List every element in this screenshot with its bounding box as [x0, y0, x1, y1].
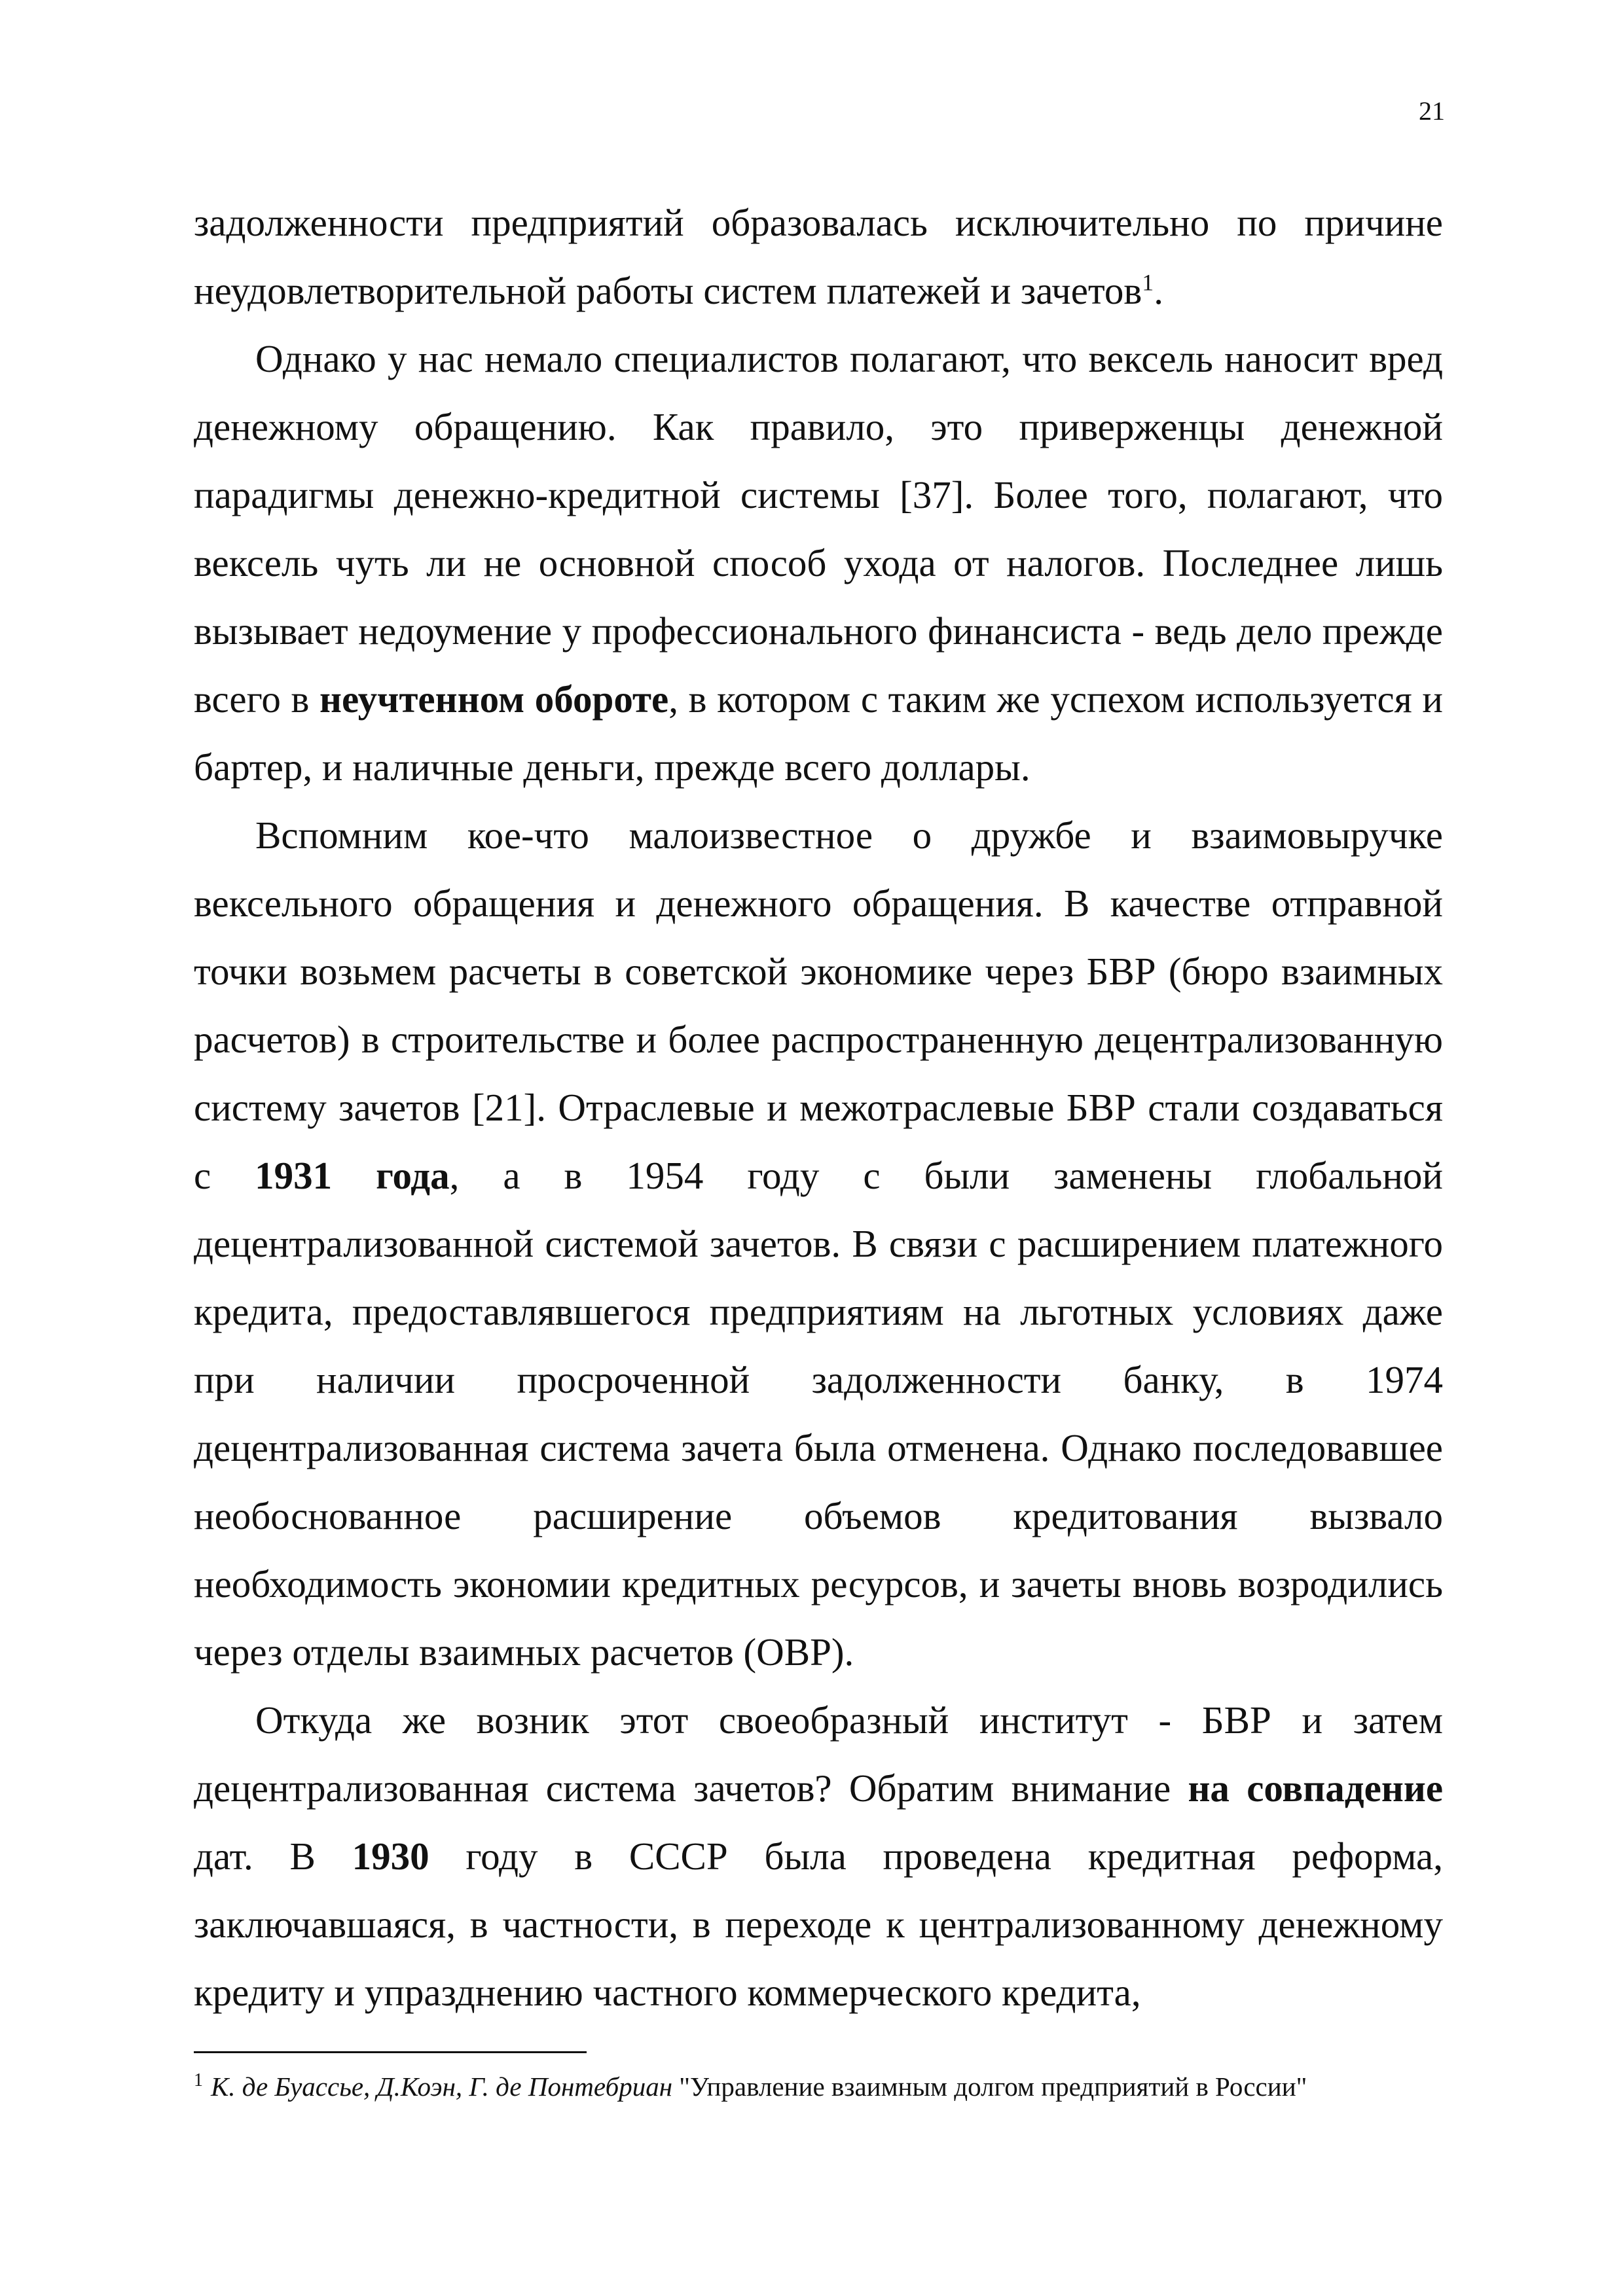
- text-span: дат. В: [194, 1835, 352, 1878]
- paragraph-2: [194, 325, 1443, 801]
- bold-term: неучтенном обороте: [319, 677, 669, 721]
- footnote-separator: [194, 2051, 587, 2053]
- text-span: задолженности предприятий образовалась исключительно по причине неудовлетворительной работы систем платежей и зачетов: [194, 201, 1443, 312]
- text-span: .: [1154, 269, 1164, 312]
- paragraph-4: [194, 1686, 1443, 2026]
- page-number: 21: [1419, 96, 1445, 126]
- bold-term: 1930: [352, 1835, 429, 1878]
- bold-term: 1931 года: [255, 1154, 450, 1197]
- paragraph-1: [194, 188, 1443, 325]
- footnote-authors: К. де Буассье, Д.Коэн, Г. де Понтебриан: [211, 2072, 673, 2102]
- text-span: , в котором с таким же успехом используется и бартер, и наличные деньги, прежде всего доллары.: [194, 677, 1443, 789]
- text-span: , а в 1954 году с были заменены глобальной децентрализованной системой зачетов. В связи с расширением платежного кредита, предоставлявшегося предприятиям на льготных условиях даже при наличии просроченной задолженности банку, в 1974 децентрализованная система зачета была отменена. Однако последовавшее необоснованное расширение объемов кредитования вызвало необходимость экономии кредитных ресурсов, и зачеты вновь возродились через отделы взаимных расчетов (ОВР).: [194, 1154, 1444, 1674]
- footnote-title: "Управление взаимным долгом предприятий в России": [679, 2072, 1307, 2102]
- text-span: году в СССР была проведена кредитная реформа, заключавшаяся, в частности, в переходе к централизованному денежному кредиту и упразднению частного коммерческого кредита,: [194, 1835, 1443, 2014]
- paragraph-3: [194, 801, 1443, 1686]
- footnote: [194, 2068, 1443, 2105]
- bold-term: на совпадение: [1188, 1767, 1444, 1810]
- text-span: Откуда же возник этот своеобразный институт - БВР и затем децентрализованная система зачетов? Обратим внимание: [194, 1698, 1443, 1810]
- footnote-marker: 1: [194, 2070, 203, 2091]
- text-span: Вспомним кое-что малоизвестное о дружбе и взаимовыручке вексельного обращения и денежного обращения. В качестве отправной точки возьмем расчеты в советской экономике через БВР (бюро взаимных расчетов) в строительстве и более распространенную децентрализованную систему зачетов [21]. Отраслевые и межотраслевые БВР стали создаваться с: [194, 814, 1443, 1197]
- body-text: [194, 188, 1443, 2026]
- text-span: Однако у нас немало специалистов полагают, что вексель наносит вред денежному обращению. Как правило, это приверженцы денежной парадигмы денежно-кредитной системы [37]. Более того, полагают, что вексель чуть ли не основной способ ухода от налогов. Последнее лишь вызывает недоумение у профессионального финансиста - ведь дело прежде всего в: [194, 337, 1443, 721]
- footnote-ref: 1: [1142, 269, 1154, 296]
